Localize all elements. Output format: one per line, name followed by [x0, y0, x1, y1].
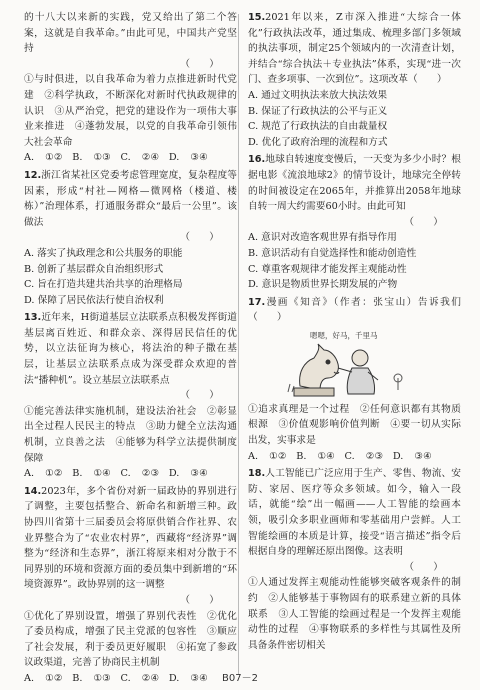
option-b: B. 创新了基层群众自治组织形式	[24, 263, 164, 275]
question-stem: 人工智能已广泛应用于生产、零售、物流、安防、家居、医疗等众多领域。如今，输入一段话，就能“绘”出一幅画——人工智能的绘画本领，吸引众多职业画师和零基础用户尝鲜。人工智能绘画的本质是计算，接受“语言描述”指令后根据自身的理解还原出图像。这表明	[248, 468, 461, 558]
option-c: C. 规范了行政执法的自由裁量权	[248, 121, 388, 133]
option-b: B. 保证了行政执法的公平与正义	[248, 105, 388, 117]
question-choices: A. ①② B. ①④ C. ②③ D. ③④	[248, 450, 432, 462]
question-choices: A. ①② B. ①③ C. ②④ D. ③④	[24, 152, 208, 164]
question-stem: 2023年，多个省份对新一届政协的界别进行了调整，主要包括整合、新命名和新增三种。政协四川省第十三届委员会将原供销合作社界、农业界整合为了“农业农村界”，西藏将“经济界”调整为“经济和生态界”，浙江将原来相对分散于不同界别的环境和资源方面的委员集中到新增的“环境资源界”。政协界别的这一调整	[24, 485, 237, 591]
option-d: D. 意识是物质世界长期发展的产物	[248, 279, 398, 291]
question-18	[248, 466, 461, 653]
question-stem: 地球自转速度变慢后，一天变为多少小时？根据电影《流浪地球2》的情节设计，地球完全停转的时间被设定在2065年，并推算出2058年地球自转一周大约需要60小时。由此可知	[248, 154, 461, 213]
option-b: B. 意识活动有自觉选择性和能动创造性	[248, 247, 417, 259]
option-c: C. 旨在打造共建共治共享的治理格局	[24, 279, 183, 291]
answer-paren: （ ）	[407, 74, 447, 86]
left-column	[24, 10, 237, 687]
question-17	[248, 295, 461, 465]
question-stem: 漫画《知音》（作者：张宝山）告诉我们	[265, 296, 461, 308]
question-number: 13.	[24, 312, 42, 324]
question-stem: 浙江省某社区党委考虑管理宽度，复杂程度等因素，形成“村社—网格—微网格（楼道、楼栋）”治理体系，打通服务群众“最后一公里”。该做法	[24, 169, 237, 228]
question-choices: A. ①② B. ①③ C. ②④ D. ③④	[24, 672, 208, 684]
option-a: A. 意识对改造客观世界有指导作用	[248, 232, 397, 244]
question-number: 15.	[248, 12, 266, 23]
answer-paren: （ ）	[180, 390, 219, 402]
question-options: ①优化了界别设置，增强了界别代表性 ②优化了委员构成，增强了民主党派的包容性 ③顺应了社会发展，利于委员更好履职 ④拓宽了参政议政渠道，完善了协商民主机制	[24, 610, 237, 669]
answer-paren: （ ）	[404, 561, 443, 573]
question-15	[248, 10, 461, 150]
question-13	[24, 310, 237, 482]
answer-paren: （ ）	[180, 594, 219, 606]
question-options: ①追求真理是一个过程 ②任何意识都有其物质根源 ③价值观影响价值判断 ④要一切从实际出发，实事求是	[248, 403, 461, 447]
option-a: A. 通过文明执法来放大执法效果	[248, 89, 388, 101]
option-d: D. 优化了政府治理的流程和方式	[248, 136, 388, 148]
question-16	[248, 152, 461, 292]
option-d: D. 保障了居民依法行使自治权利	[24, 294, 164, 306]
question-options: ①人通过发挥主观能动性能够突破客观条件的制约 ②人能够基于事物固有的联系建立新的具体联系 ③人工智能的绘画过程是一个发挥主观能动性的过程 ④事物联系的多样性与其属性及所具备条件密切相关	[248, 577, 461, 651]
answer-paren: （ ）	[404, 216, 443, 228]
question-number: 14.	[24, 485, 42, 497]
question-number: 17.	[248, 296, 266, 308]
question-stem: 的十八大以来新的实践，党又给出了第二个答案，这就是自我革命。”由此可见，中国共产党坚持	[24, 12, 237, 55]
question-options: ①能完善法律实施机制，建设法治社会 ②彰显出全过程人民民主的特点 ③助力健全立法沟通机制，立良善之法 ④能够为科学立法提供制度保障	[24, 405, 237, 464]
question-11-continued	[24, 10, 237, 166]
question-options: ①与时俱进，以自我革命为着力点推进新时代党建 ②科学执政，不断深化对新时代执政规律的认识 ③从严治党，把党的建设作为一项伟大事业来推进 ④蓬勃发展，以党的自我革命引领伟大社会革命	[24, 74, 237, 148]
question-number: 18.	[248, 468, 266, 480]
question-stem: 近年来，H街道基层立法联系点积极发挥街道基层离百姓近、和群众亲、深得居民信任的优势，以立法征询为核心，将法治的种子撒在基层，让基层立法联系点成为深受群众欢迎的普法“播种机”。设立基层立法联系点	[24, 312, 237, 386]
page-number: B07－2	[222, 673, 258, 684]
right-column	[248, 10, 461, 653]
question-number: 12.	[24, 169, 42, 181]
answer-paren: （ ）	[180, 58, 219, 70]
question-12	[24, 168, 237, 308]
question-stem: 2021年以来，Z市深入推进“大综合一体化”行政执法改革，通过集成、梳理多部门多领域的执法事项，制定25个领域内的一次清查计划，并结合“综合执法＋专业执法”体系，实现“进一次门、查多项事、一次到位”。这项改革	[248, 12, 461, 86]
option-a: A. 落实了执政理念和公共服务的职能	[24, 247, 183, 259]
column-divider	[238, 14, 239, 674]
question-14	[24, 484, 237, 687]
cartoon-speech-bubble: 嗯嗯，好马，千里马	[310, 330, 378, 340]
question-number: 16.	[248, 154, 266, 166]
option-c: C. 尊重客观规律才能发挥主观能动性	[248, 263, 407, 275]
cartoon-image	[248, 328, 461, 400]
question-choices: A. ①② B. ①④ C. ②③ D. ③④	[24, 468, 208, 480]
answer-paren: （ ）	[248, 312, 287, 324]
answer-paren: （ ）	[180, 232, 219, 244]
